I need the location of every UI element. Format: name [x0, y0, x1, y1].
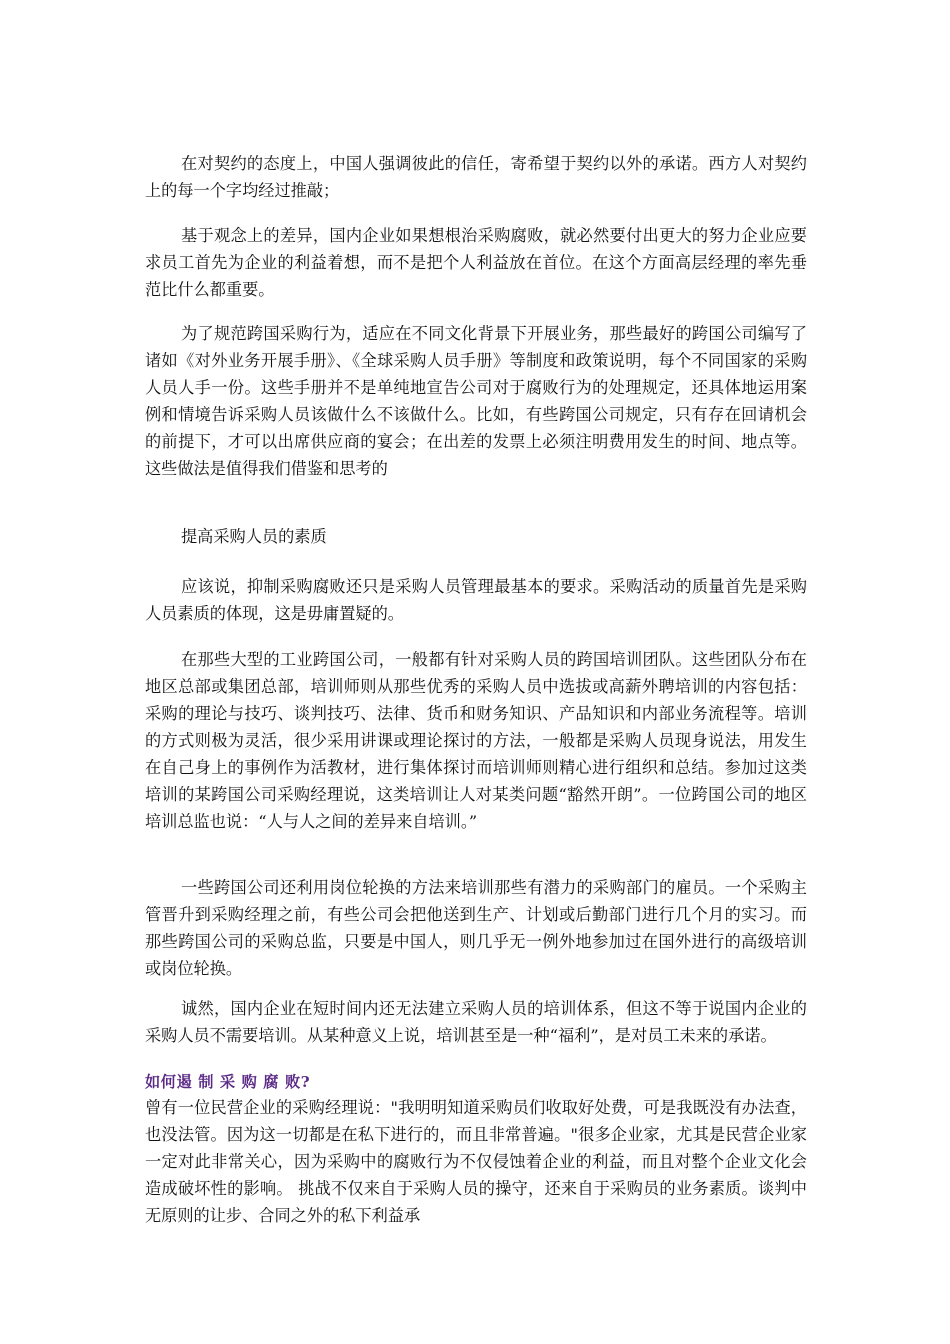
paragraph-domestic-training: 诚然，国内企业在短时间内还无法建立采购人员的培训体系，但这不等于说国内企业的采购人员不需要培训。从某种意义上说，培训甚至是一种“福利”，是对员工未来的承诺。: [145, 999, 807, 1045]
section-heading-curb-corruption: 如何遏 制 采 购 腐 败?: [145, 1073, 311, 1091]
paragraph-contract-attitude: 在对契约的态度上，中国人强调彼此的信任，寄希望于契约以外的承诺。西方人对契约上的每一个字均经过推敲；: [145, 154, 807, 200]
paragraph-job-rotation: 一些跨国公司还利用岗位轮换的方法来培训那些有潜力的采购部门的雇员。一个采购主管晋升到采购经理之前，有些公司会把他送到生产、计划或后勤部门进行几个月的实习。而那些跨国公司的采购总监，只要是中国人，则几乎无一例外地参加过在国外进行的高级培训或岗位轮换。: [145, 878, 807, 978]
section-subtitle-improve-quality: 提高采购人员的素质: [181, 527, 327, 546]
paragraph-multinational-manuals: 为了规范跨国采购行为，适应在不同文化背景下开展业务，那些最好的跨国公司编写了诸如《对外业务开展手册》、《全球采购人员手册》等制度和政策说明，每个不同国家的采购人员人手一份。这些手册并不是单纯地宣告公司对于腐败行为的处理规定，还具体地运用案例和情境告诉采购人员该做什么不该做什么。比如，有些跨国公司规定，只有存在回请机会的前提下，才可以出席供应商的宴会；在出差的发票上必须注明费用发生的时间、地点等。这些做法是值得我们借鉴和思考的: [145, 324, 807, 478]
paragraph-suppress-corruption: 应该说，抑制采购腐败还只是采购人员管理最基本的要求。采购活动的质量首先是采购人员素质的体现，这是毋庸置疑的。: [145, 577, 807, 623]
paragraph-private-enterprise-quote: 曾有一位民营企业的采购经理说："我明明知道采购员们收取好处费，可是我既没有办法查，也没法管。因为这一切都是在私下进行的，而且非常普遍。"很多企业家，尤其是民营企业家一定对此非常关心，因为采购中的腐败行为不仅侵蚀着企业的利益，而且对整个企业文化会造成破坏性的影响。 挑战不仅来自于采购人员的操守，还来自于采购员的业务素质。谈判中无原则的让步、合同之外的私下利益承: [145, 1098, 807, 1225]
paragraph-training-teams: 在那些大型的工业跨国公司，一般都有针对采购人员的跨国培训团队。这些团队分布在地区总部或集团总部，培训师则从那些优秀的采购人员中选拔或高薪外聘培训的内容包括：采购的理论与技巧、谈判技巧、法律、货币和财务知识、产品知识和内部业务流程等。培训的方式则极为灵活，很少采用讲课或理论探讨的方法，一般都是采购人员现身说法，用发生在自己身上的事例作为活教材，进行集体探讨而培训师则精心进行组织和总结。参加过这类培训的某跨国公司采购经理说，这类培训让人对某类问题“豁然开朗”。一位跨国公司的地区培训总监也说：“人与人之间的差异来自培训。”: [145, 650, 807, 831]
paragraph-concept-difference: 基于观念上的差异，国内企业如果想根治采购腐败，就必然要付出更大的努力企业应要求员工首先为企业的利益着想，而不是把个人利益放在首位。在这个方面高层经理的率先垂范比什么都重要。: [145, 226, 807, 299]
